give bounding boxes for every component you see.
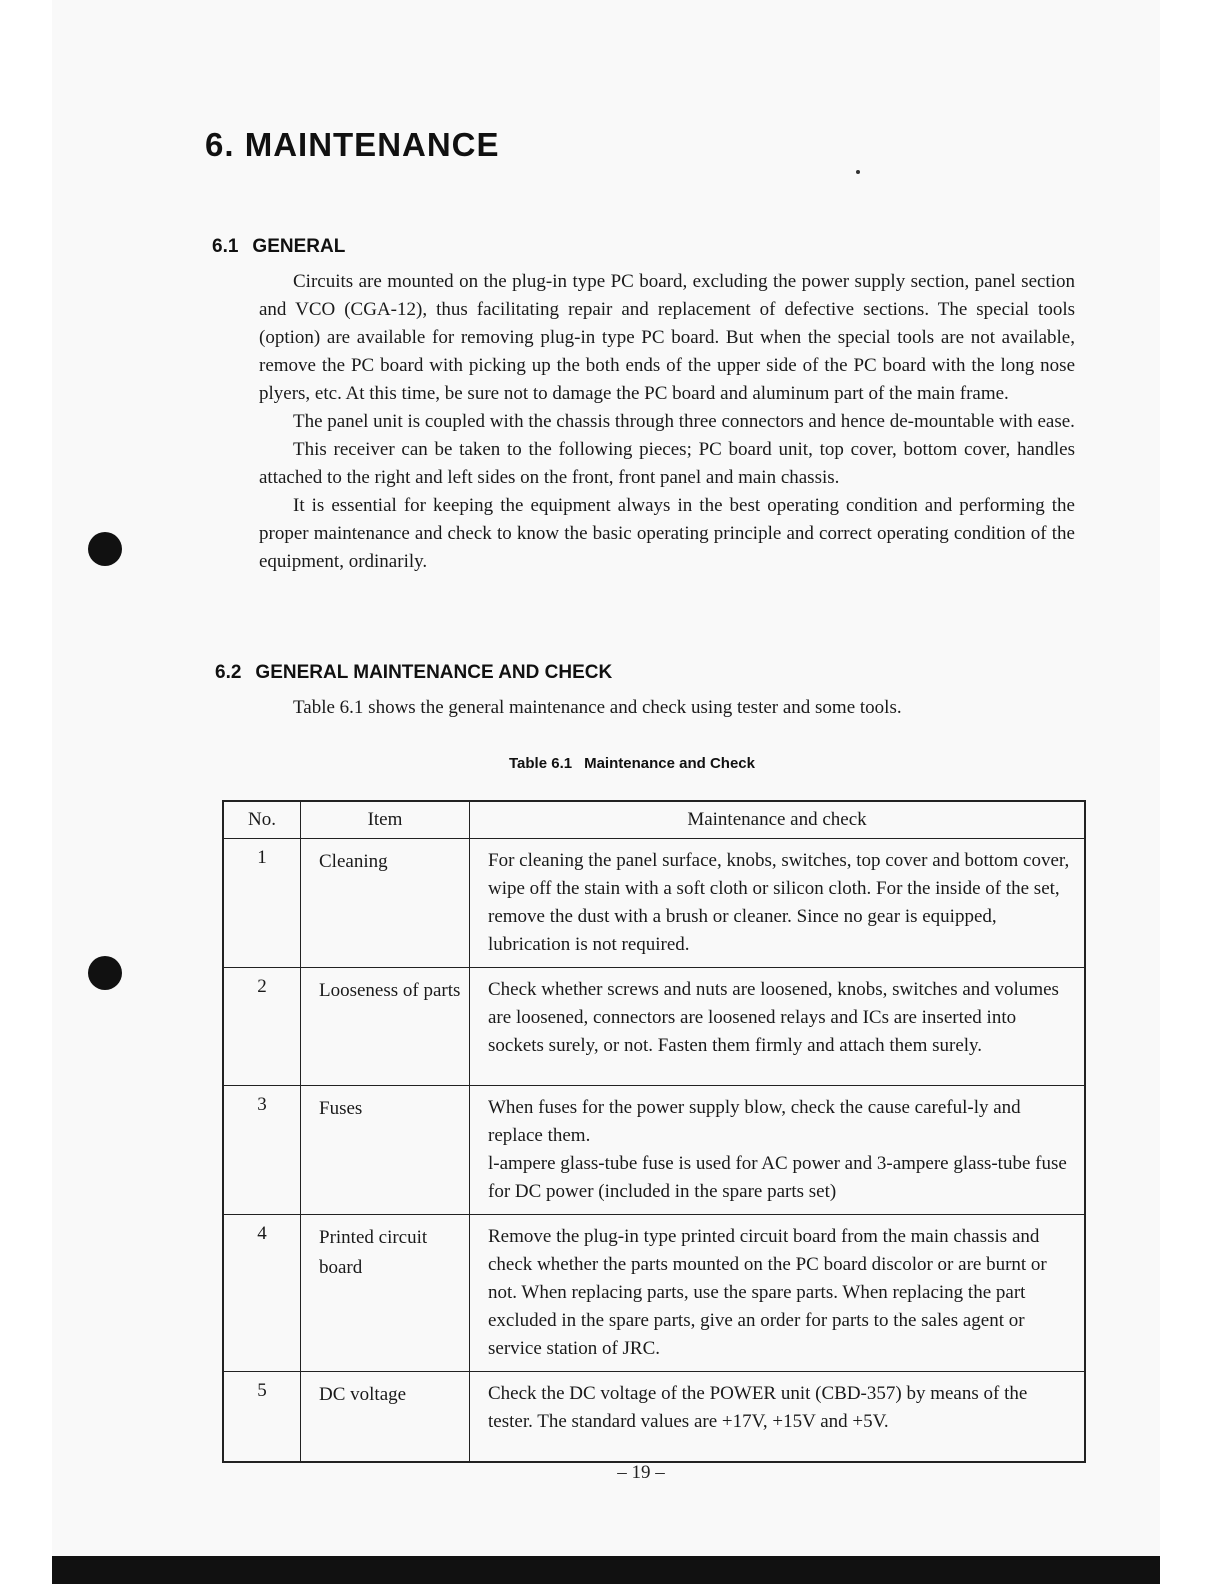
chapter-title-text: MAINTENANCE	[244, 126, 500, 163]
cell-check: Check the DC voltage of the POWER unit (CBD-357) by means of the tester. The standard values are +17V, +15V and +5V.	[470, 1372, 1086, 1462]
cell-check	[470, 1086, 1086, 1215]
chapter-title	[205, 126, 500, 164]
binder-hole-bottom	[88, 956, 122, 990]
header-no: No.	[223, 801, 301, 839]
cell-item: Fuses	[301, 1086, 470, 1215]
table-row	[223, 1086, 1085, 1215]
cell-check: For cleaning the panel surface, knobs, switches, top cover and bottom cover, wipe off the stain with a soft cloth or silicon cloth. For the inside of the set, remove the dust with a brush or cleaner. Since no gear is equipped, lubrication is not required.	[470, 839, 1086, 968]
stray-mark	[856, 170, 860, 174]
table-row	[223, 839, 1085, 968]
table-row	[223, 1215, 1085, 1372]
scan-bottom-bar	[52, 1556, 1160, 1584]
cell-check: Remove the plug-in type printed circuit board from the main chassis and check whether the parts mounted on the PC board discolor or are burnt or not. When replacing parts, use the spare parts. When replacing the part excluded in the spare parts, give an order for parts to the sales agent or service station of JRC.	[470, 1215, 1086, 1372]
cell-item: Looseness of parts	[301, 968, 470, 1086]
paragraph: It is essential for keeping the equipment always in the best operating condition and performing the proper maintenance and check to know the basic operating principle and correct operating condition of the equipment, ordinarily.	[259, 495, 1075, 572]
table-row	[223, 1372, 1085, 1462]
cell-no: 5	[223, 1372, 301, 1462]
cell-item: DC voltage	[301, 1372, 470, 1462]
table-caption	[0, 755, 1224, 772]
cell-no: 3	[223, 1086, 301, 1215]
section-6-2-body	[259, 694, 1075, 722]
binder-hole-top	[88, 532, 122, 566]
section-title: GENERAL MAINTENANCE AND CHECK	[255, 662, 613, 683]
header-item: Item	[301, 801, 470, 839]
maintenance-table	[222, 800, 1086, 1463]
table-header-row	[223, 801, 1085, 839]
section-6-1-body	[259, 268, 1075, 576]
section-title: GENERAL	[252, 236, 346, 257]
chapter-number: 6.	[205, 126, 235, 163]
paragraph: Table 6.1 shows the general maintenance and check using tester and some tools.	[293, 697, 902, 718]
page-number: – 19 –	[617, 1462, 665, 1483]
section-number: 6.2	[215, 662, 242, 683]
paragraph: The panel unit is coupled with the chassis through three connectors and hence de-mountable with ease.	[293, 411, 1075, 432]
paragraph: Circuits are mounted on the plug-in type PC board, excluding the power supply section, panel section and VCO (CGA-12), thus facilitating repair and replacement of defective sections. The special tools (option) are available for removing plug-in type PC board. But when the special tools are not available, remove the PC board with picking up the both ends of the upper side of the PC board with the long nose plyers, etc. At this time, be sure not to damage the PC board and aluminum part of the main frame.	[259, 271, 1075, 404]
cell-check: Check whether screws and nuts are loosened, knobs, switches and volumes are loosened, connectors are loosened relays and ICs are inserted into sockets surely, or not. Fasten them firmly and attach them surely.	[470, 968, 1086, 1086]
cell-no: 1	[223, 839, 301, 968]
cell-item: Cleaning	[301, 839, 470, 968]
cell-item: Printed circuit board	[301, 1215, 470, 1372]
cell-check-line: l-ampere glass-tube fuse is used for AC power and 3-ampere glass-tube fuse for DC power (included in the spare parts set)	[488, 1153, 1067, 1202]
cell-no: 2	[223, 968, 301, 1086]
table-row	[223, 968, 1085, 1086]
section-heading-6-2	[215, 662, 612, 684]
paragraph: This receiver can be taken to the following pieces; PC board unit, top cover, bottom cover, handles attached to the right and left sides on the front, front panel and main chassis.	[259, 439, 1075, 488]
table-caption-title: Maintenance and Check	[584, 755, 755, 772]
header-check: Maintenance and check	[470, 801, 1086, 839]
table-caption-number: Table 6.1	[509, 755, 573, 772]
cell-no: 4	[223, 1215, 301, 1372]
cell-check-line: When fuses for the power supply blow, check the cause careful-ly and replace them.	[488, 1097, 1021, 1146]
section-number: 6.1	[212, 236, 239, 257]
section-heading-6-1	[212, 236, 345, 258]
